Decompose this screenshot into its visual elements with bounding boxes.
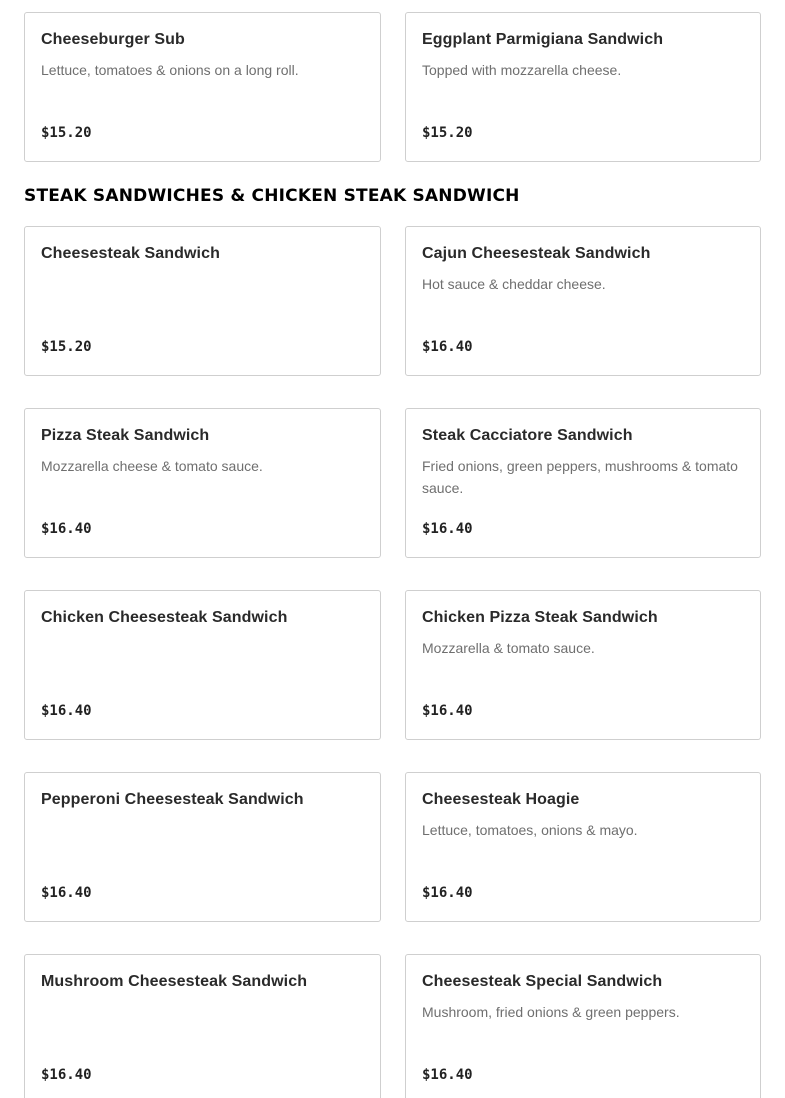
menu-item-description: Mozzarella cheese & tomato sauce.: [41, 458, 263, 474]
menu-item-price: $16.40: [422, 521, 473, 537]
menu-item-price: $15.20: [41, 339, 92, 355]
menu-item-price: $16.40: [422, 703, 473, 719]
menu-item-name: Cheesesteak Special Sandwich: [422, 973, 663, 990]
menu-item-name: Steak Cacciatore Sandwich: [422, 427, 633, 444]
menu-item-card[interactable]: [405, 226, 761, 376]
menu-item-description: Mozzarella & tomato sauce.: [422, 640, 595, 656]
menu-item-card[interactable]: [405, 12, 761, 162]
menu-item-card[interactable]: [405, 590, 761, 740]
menu-item-description: Topped with mozzarella cheese.: [422, 62, 622, 78]
menu-item-name: Cajun Cheesesteak Sandwich: [422, 245, 651, 262]
menu-item-price: $16.40: [422, 885, 473, 901]
section-heading: STEAK SANDWICHES & CHICKEN STEAK SANDWICH: [24, 186, 520, 206]
menu-item-price: $16.40: [41, 885, 92, 901]
menu-item-card[interactable]: [24, 12, 381, 162]
menu-item-name: Pepperoni Cheesesteak Sandwich: [41, 791, 304, 808]
menu-item-name: Cheesesteak Sandwich: [41, 245, 220, 262]
menu-item-card[interactable]: [24, 226, 381, 376]
menu-item-description: Fried onions, green peppers, mushrooms & tomato sauce.: [422, 458, 738, 496]
menu-item-card[interactable]: [24, 954, 381, 1098]
menu-item-card[interactable]: [24, 590, 381, 740]
menu-item-description: Hot sauce & cheddar cheese.: [422, 276, 606, 292]
menu-item-price: $16.40: [41, 1067, 92, 1083]
menu-item-card[interactable]: [24, 772, 381, 922]
menu-item-price: $16.40: [422, 339, 473, 355]
menu-item-name: Chicken Cheesesteak Sandwich: [41, 609, 288, 626]
menu-item-price: $15.20: [422, 125, 473, 141]
menu-item-description: Mushroom, fried onions & green peppers.: [422, 1004, 680, 1020]
menu-item-name: Cheeseburger Sub: [41, 31, 185, 48]
menu-item-description: Lettuce, tomatoes & onions on a long roll.: [41, 62, 299, 78]
menu-item-price: $16.40: [41, 703, 92, 719]
menu-item-name: Chicken Pizza Steak Sandwich: [422, 609, 658, 626]
menu-item-name: Pizza Steak Sandwich: [41, 427, 210, 444]
menu-item-card[interactable]: [405, 408, 761, 558]
menu-item-name: Cheesesteak Hoagie: [422, 791, 580, 808]
menu-item-description: Lettuce, tomatoes, onions & mayo.: [422, 822, 638, 838]
menu-item-price: $16.40: [41, 521, 92, 537]
menu-item-name: Mushroom Cheesesteak Sandwich: [41, 973, 308, 990]
menu-item-card[interactable]: [405, 954, 761, 1098]
menu-item-price: $15.20: [41, 125, 92, 141]
menu-item-card[interactable]: [24, 408, 381, 558]
menu-item-card[interactable]: [405, 772, 761, 922]
menu-item-name: Eggplant Parmigiana Sandwich: [422, 31, 664, 48]
menu-item-price: $16.40: [422, 1067, 473, 1083]
